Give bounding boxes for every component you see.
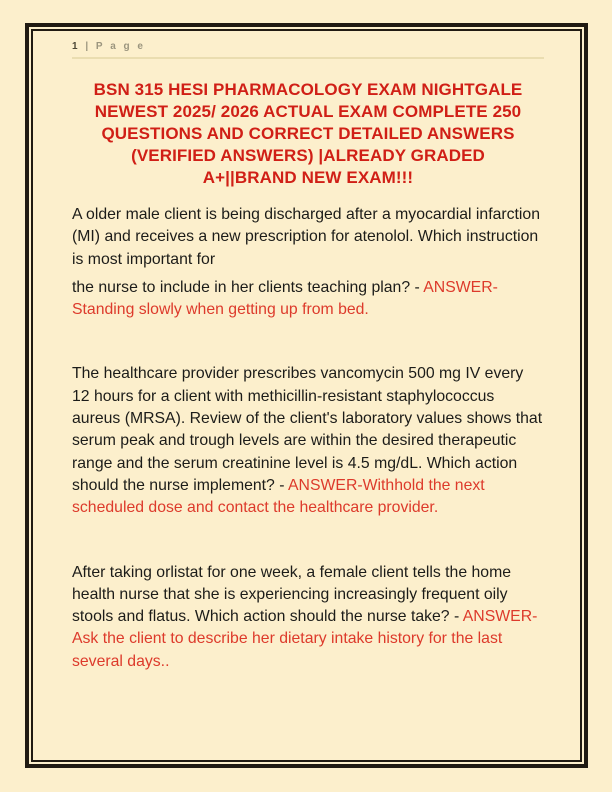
title-line-3: QUESTIONS AND CORRECT DETAILED ANSWERS: [101, 124, 515, 143]
qa-paragraph-2: [72, 277, 544, 322]
answer-text: ANSWER-Standing slowly when getting up from bed.: [72, 278, 498, 319]
qa-section: [72, 204, 544, 673]
page-content-area: [31, 29, 582, 762]
question-text: A older male client is being discharged after a myocardial infarction (MI) and receives a new prescription for atenolol. Which instruction is most important for: [72, 206, 541, 268]
qa-paragraph-4: [72, 562, 544, 673]
qa-paragraph-3: [72, 363, 544, 519]
question-text: the nurse to include in her clients teaching plan? -: [72, 278, 424, 296]
page-border-frame: [25, 23, 588, 768]
question-text: After taking orlistat for one week, a female client tells the home health nurse that she is experiencing increasingly frequent oily stools and flatus. Which action should the nurse take? -: [72, 563, 512, 626]
document-title: [72, 79, 544, 189]
title-line-1: BSN 315 HESI PHARMACOLOGY EXAM NIGHTGALE: [93, 80, 523, 99]
title-line-2: NEWEST 2025/ 2026 ACTUAL EXAM COMPLETE 250: [94, 102, 522, 121]
page-number: 1: [72, 41, 81, 52]
page-header-label: | P a g e: [85, 41, 146, 52]
answer-text: ANSWER-Withhold the next scheduled dose and contact the healthcare provider.: [72, 476, 485, 517]
question-text: The healthcare provider prescribes vancomycin 500 mg IV every 12 hours for a client with methicillin-resistant staphylococcus aureus (MRSA). Review of the client's laboratory values shows that serum peak and trough levels are within the desired therapeutic range and the serum creatinine level is 4.5 mg/dL. Which action should the nurse implement? -: [72, 365, 543, 494]
page-header: [72, 39, 544, 59]
title-line-4: (VERIFIED ANSWERS) |ALREADY GRADED: [131, 146, 485, 165]
qa-paragraph-1: [72, 204, 544, 271]
title-line-5: A+||BRAND NEW EXAM!!!: [202, 168, 414, 187]
answer-text: ANSWER-Ask the client to describe her dietary intake history for the last several days..: [72, 608, 538, 670]
